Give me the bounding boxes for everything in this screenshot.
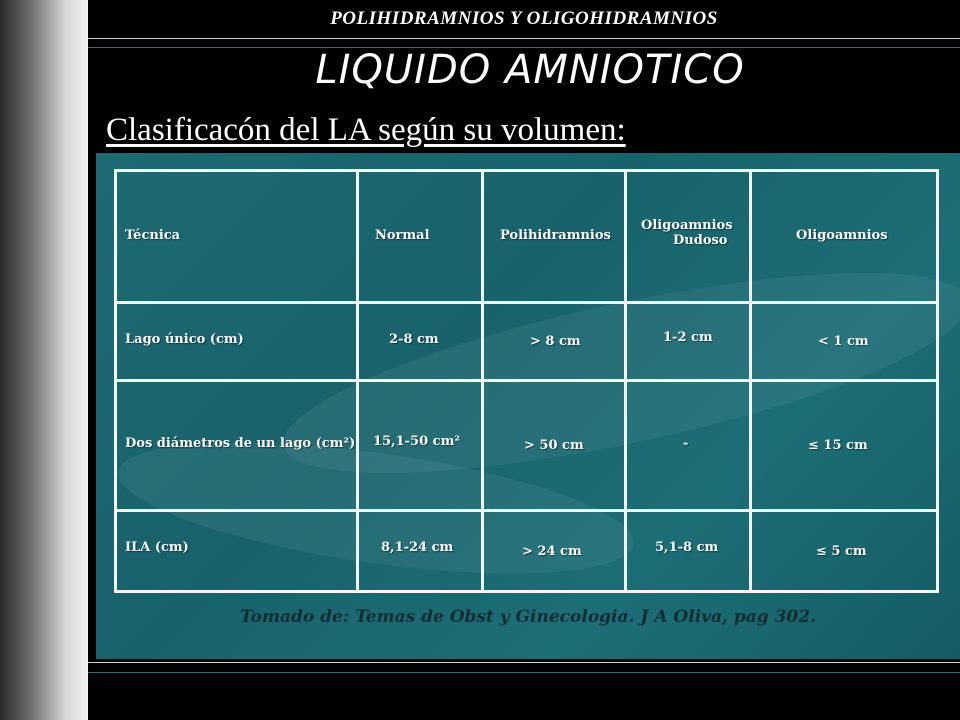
cell-value: < 1 cm [818,333,869,349]
table-cell [358,302,483,381]
slide-subtitle: Clasificacón del LA según su volumen: [106,112,626,148]
table-cell [116,511,358,592]
table-cell [626,381,751,511]
header-cell [358,171,483,303]
cell-value: ≤ 15 cm [808,438,868,454]
cell-value: > 50 cm [524,438,584,454]
row-label: ILA (cm) [125,540,189,556]
cell-value: - [683,436,689,452]
header-normal: Normal [375,228,430,243]
cell-value: 1-2 cm [663,329,713,345]
table-cell [751,511,938,592]
table-cell [626,511,751,592]
footer-divider-accent [88,672,960,673]
table-row [116,381,938,511]
header-cell [751,171,938,303]
table-row [116,302,938,381]
cell-value: > 24 cm [522,544,582,560]
table-cell [483,302,626,381]
cell-value: 2-8 cm [389,331,439,347]
cell-value: 8,1-24 cm [381,540,454,556]
slide-title: LIQUIDO AMNIOTICO [315,47,745,93]
row-label: Lago único (cm) [125,331,244,347]
table-cell [483,381,626,511]
table-panel [96,153,960,659]
cell-value: 5,1-8 cm [655,540,719,556]
source-credit: Tomado de: Temas de Obst y Ginecologia. J A Oliva, pag 302. [239,607,817,627]
row-label: Dos diámetros de un lago (cm²) [125,436,356,452]
table-cell [358,511,483,592]
table-cell [751,302,938,381]
header-oligo-dudoso-line1: Oligoamnios [641,218,733,233]
classification-table [114,169,939,593]
header-oligo-dudoso-line2: Dudoso [673,233,728,248]
header-cell [626,171,751,303]
slide-header: POLIHIDRAMNIOS Y OLIGOHIDRAMNIOS [330,8,718,29]
table-cell [751,381,938,511]
header-cell [483,171,626,303]
header-oligoamnios: Oligoamnios [796,228,888,243]
table-cell [483,511,626,592]
cell-value: > 8 cm [530,333,581,349]
table-cell [116,302,358,381]
table-header-row [116,171,938,303]
header-divider [88,38,960,39]
table-row [116,511,938,592]
cell-value: ≤ 5 cm [816,544,867,560]
footer-divider [88,662,960,663]
header-oligo-dudoso [627,172,749,248]
side-gradient-bar [0,0,88,720]
table-cell [358,381,483,511]
table-cell [626,302,751,381]
header-tecnica: Técnica [125,228,181,243]
header-polihidramnios: Polihidramnios [500,228,611,243]
cell-value: 15,1-50 cm² [373,434,461,450]
header-cell [116,171,358,303]
table-cell [116,381,358,511]
